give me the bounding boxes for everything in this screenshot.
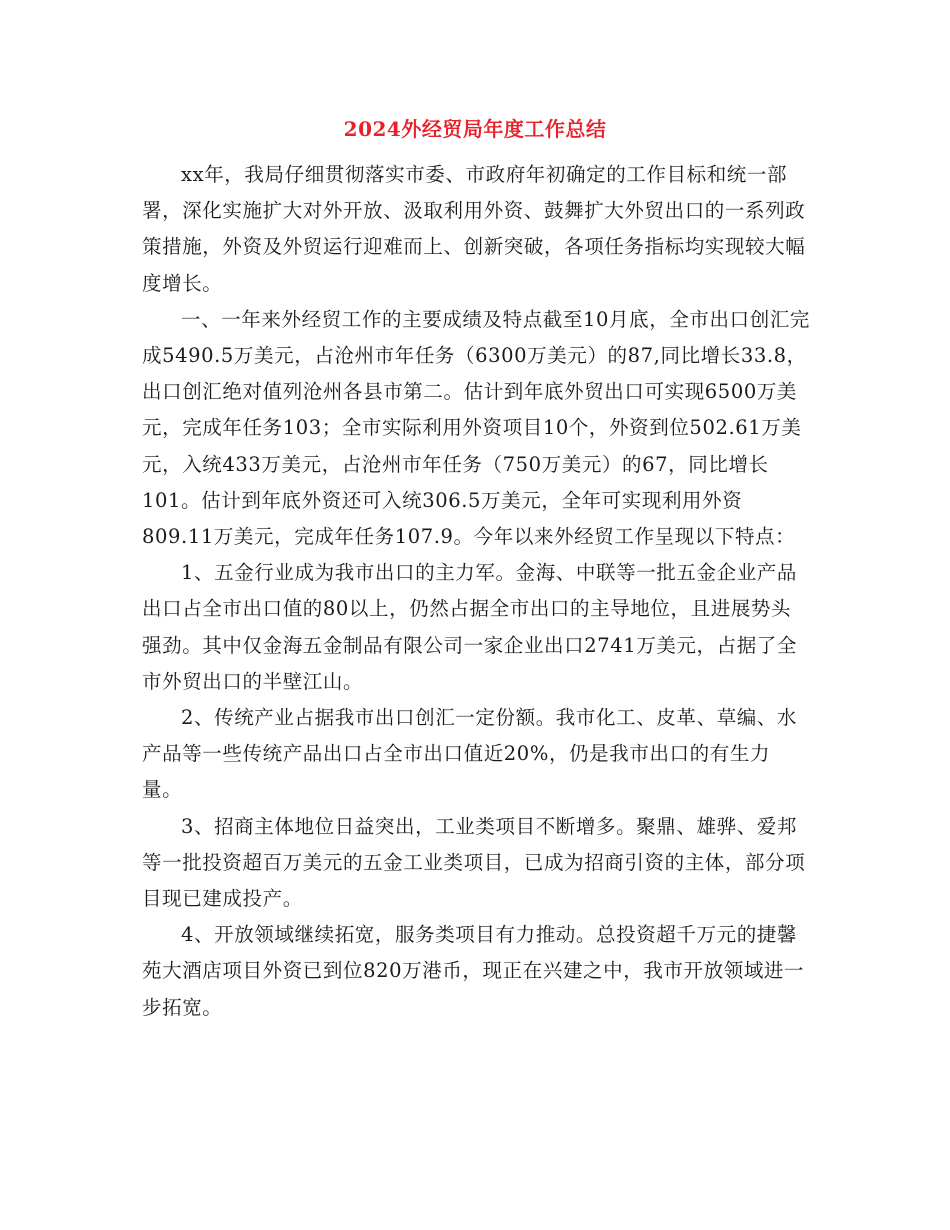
document-title: 2024外经贸局年度工作总结	[343, 117, 607, 141]
paragraph-achievements: 一、一年来外经贸工作的主要成绩及特点截至10月底，全市出口创汇完成5490.5万美元，占沧州市年任务（6300万美元）的87,同比增长33.8，出口创汇绝对值列沧州各县市第二。估计到年底外贸出口可实现6500万美元，完成年任务103；全市实际利用外资项目10个，外资到位502.61万美元，入统433万美元，占沧州市年任务（750万美元）的67，同比增长101。估计到年底外资还可入统306.5万美元，全年可实现利用外资809.11万美元，完成年任务107.9。今年以来外经贸工作呈现以下特点：	[142, 307, 811, 549]
paragraph-investment-projects: 3、招商主体地位日益突出，工业类项目不断增多。聚鼎、雄骅、爱邦等一批投资超百万美元的五金工业类项目，已成为招商引资的主体，部分项目现已建成投产。	[142, 814, 806, 911]
document-body	[142, 157, 810, 1026]
paragraph-traditional-industry: 2、传统产业占据我市出口创汇一定份额。我市化工、皮革、草编、水产品等一些传统产品出口占全市出口值近20%，仍是我市出口的有生力量。	[142, 706, 798, 802]
paragraph-intro: xx年，我局仔细贯彻落实市委、市政府年初确定的工作目标和统一部署，深化实施扩大对外开放、汲取利用外资、鼓舞扩大外贸出口的一系列政策措施，外资及外贸运行迎难而上、创新突破，各项任务指标均实现较大幅度增长。	[142, 163, 806, 295]
paragraph-service-projects: 4、开放领域继续拓宽，服务类项目有力推动。总投资超千万元的捷馨苑大酒店项目外资已到位820万港币，现正在兴建之中，我市开放领域进一步拓宽。	[142, 923, 805, 1019]
paragraph-hardware-industry: 1、五金行业成为我市出口的主力军。金海、中联等一批五金企业产品出口占全市出口值的80以上，仍然占据全市出口的主导地位，且进展势头强劲。其中仅金海五金制品有限公司一家企业出口2741万美元，占据了全市外贸出口的半壁江山。	[142, 561, 798, 693]
